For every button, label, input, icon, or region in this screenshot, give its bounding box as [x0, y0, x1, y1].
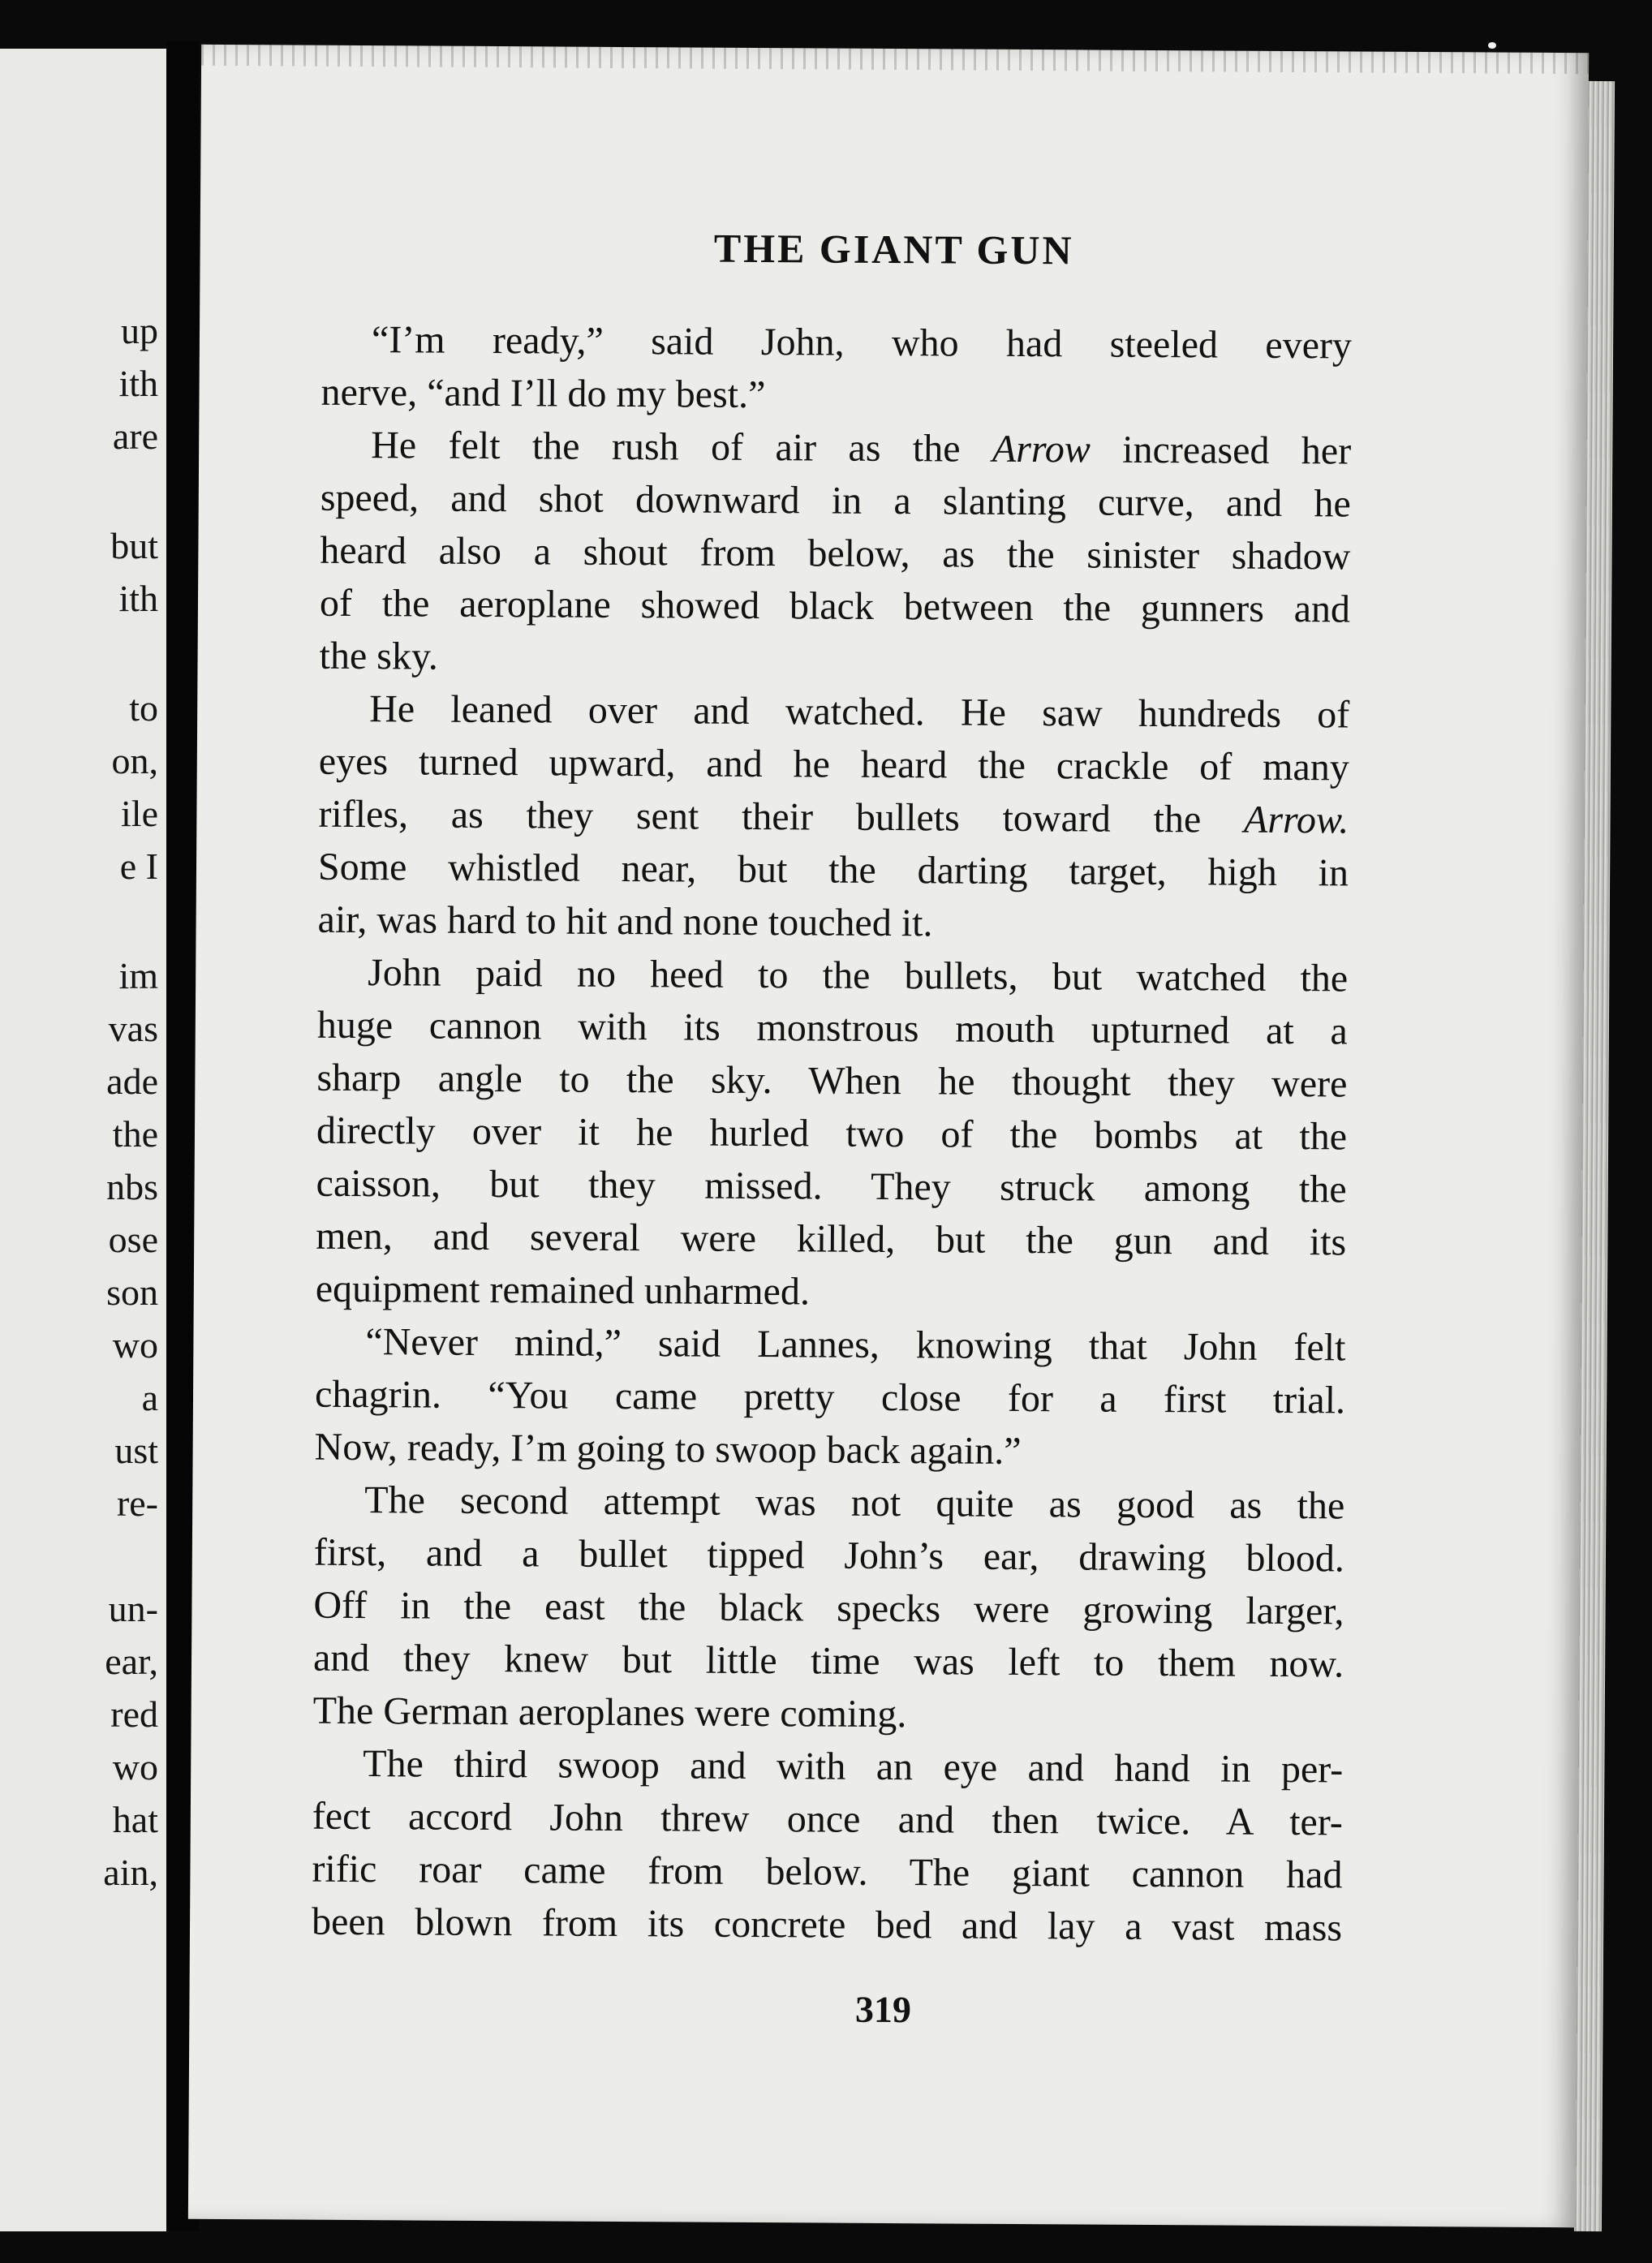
text-line: speed, and shot downward in a slanting curve, and he	[320, 475, 1351, 526]
left-line: nbs	[106, 1166, 158, 1207]
text-segment: rifles, as they sent their bullets toward the	[318, 792, 1245, 841]
left-line: red	[110, 1693, 158, 1735]
left-line: ose	[108, 1219, 158, 1260]
left-line: a	[141, 1377, 158, 1418]
left-page-fragment	[0, 49, 166, 2231]
left-line: wo	[112, 1324, 158, 1366]
italic-text: Arrow.	[1243, 798, 1349, 842]
body-text	[312, 313, 1352, 1955]
text-line: of the aeroplane showed black between the gunners and	[319, 581, 1351, 631]
text-line: caisson, but they missed. They struck among the	[316, 1161, 1347, 1211]
text-line: Some whistled near, but the darting target, high in	[317, 845, 1349, 895]
italic-text: Arrow	[992, 427, 1091, 471]
text-line: equipment remained unharmed.	[315, 1267, 811, 1314]
text-line: sharp angle to the sky. When he thought they were	[316, 1056, 1348, 1106]
text-line: Now, ready, I’m going to swoop back again.”	[314, 1425, 1022, 1474]
text-line: He leaned over and watched. He saw hundreds of	[369, 687, 1350, 737]
left-line: ile	[121, 793, 158, 834]
page-top-edge	[201, 45, 1589, 74]
page-number: 319	[854, 1988, 912, 2031]
left-line: the	[112, 1113, 158, 1155]
left-line: vas	[108, 1008, 158, 1049]
left-line: ith	[118, 578, 158, 619]
left-line: hat	[112, 1799, 158, 1840]
text-line: been blown from its concrete bed and lay a vast mass	[311, 1899, 1343, 1950]
left-line: e I	[119, 845, 158, 887]
text-line	[321, 419, 1351, 478]
left-line: to	[129, 687, 158, 729]
text-line: “I’m ready,” said John, who had steeled every	[371, 318, 1353, 368]
text-line: Off in the east the black specks were growing larger,	[313, 1583, 1344, 1633]
text-line: eyes turned upward, and he heard the crackle of many	[318, 739, 1349, 789]
text-line: heard also a shout from below, as the sinister shadow	[320, 528, 1351, 579]
left-line: ust	[114, 1430, 158, 1471]
text-line: nerve, “and I’ll do my best.”	[321, 370, 766, 417]
text-line: The second attempt was not quite as good as the	[364, 1478, 1345, 1528]
text-line: men, and several were killed, but the gun and its	[316, 1214, 1347, 1264]
text-line: first, and a bullet tipped John’s ear, drawing blood.	[313, 1530, 1344, 1581]
text-segment: He felt the rush of air as the	[371, 424, 993, 471]
text-line: John paid no heed to the bullets, but watched the	[368, 951, 1349, 1000]
scan-speck	[1488, 42, 1496, 49]
left-line: im	[118, 955, 158, 996]
left-line: ade	[106, 1061, 158, 1102]
book-page	[188, 45, 1589, 2227]
text-line: The German aeroplanes were coming.	[312, 1689, 907, 1736]
text-line: huge cannon with its monstrous mouth upturned at a	[316, 1003, 1348, 1053]
left-line: wo	[112, 1746, 158, 1788]
running-head: THE GIANT GUN	[713, 225, 1074, 273]
left-line: ith	[118, 363, 158, 404]
text-line: the sky.	[319, 634, 438, 678]
left-line: but	[110, 525, 158, 566]
text-line: rific roar came from below. The giant cannon had	[312, 1847, 1343, 1897]
left-line: re-	[116, 1482, 158, 1524]
text-line: chagrin. “You came pretty close for a first trial.	[314, 1372, 1346, 1422]
text-line: air, was hard to hit and none touched it.	[317, 897, 933, 945]
left-line: son	[106, 1271, 158, 1313]
text-line	[318, 788, 1349, 847]
text-segment: increased her	[1090, 428, 1352, 473]
left-line: up	[121, 310, 158, 351]
left-line: ain,	[103, 1852, 158, 1893]
left-line: are	[112, 415, 158, 457]
left-line: un-	[108, 1588, 158, 1629]
text-line: The third swoop and with an eye and hand in per-	[363, 1742, 1344, 1792]
text-line: and they knew but little time was left to them now.	[312, 1636, 1344, 1686]
left-line: on,	[111, 740, 158, 781]
text-line: “Never mind,” said Lannes, knowing that John felt	[365, 1320, 1346, 1370]
left-line: ear,	[105, 1641, 158, 1682]
text-line: fect accord John threw once and then twice. A ter-	[312, 1794, 1344, 1844]
text-line: directly over it he hurled two of the bombs at the	[316, 1108, 1348, 1159]
